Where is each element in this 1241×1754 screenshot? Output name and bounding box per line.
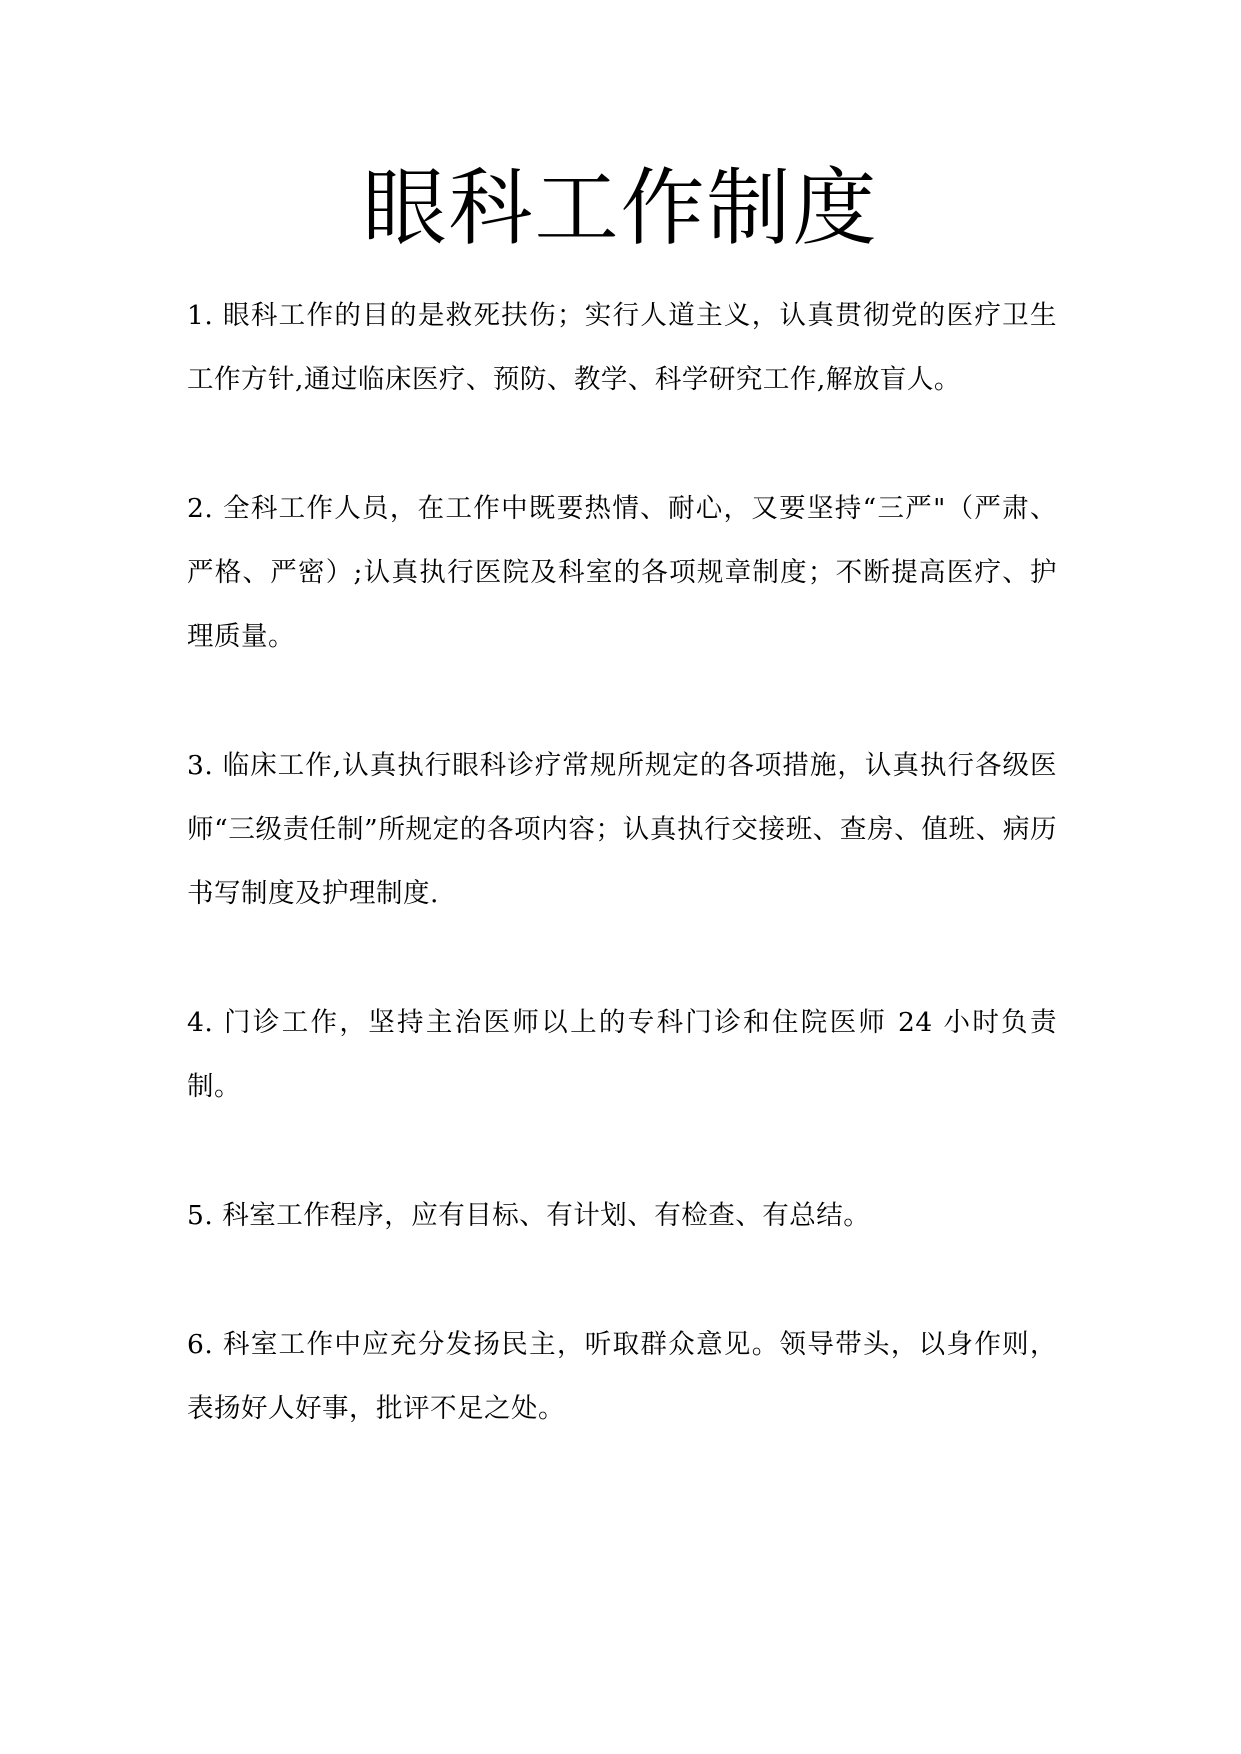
paragraph-5: 5. 科室工作程序，应有目标、有计划、有检查、有总结。 bbox=[187, 1200, 871, 1231]
paragraph-4: 4. 门诊工作，坚持主治医师以上的专科门诊和住院医师 24 小时负责制。 bbox=[187, 1007, 1057, 1102]
paragraph-3: 3. 临床工作,认真执行眼科诊疗常规所规定的各项措施，认真执行各级医师“三级责任制”所规定的各项内容；认真执行交接班、查房、值班、病历书写制度及护理制度. bbox=[187, 750, 1057, 909]
document-title: 眼科工作制度 bbox=[362, 159, 879, 257]
paragraph-1: 1. 眼科工作的目的是救死扶伤；实行人道主义，认真贯彻党的医疗卫生工作方针,通过临床医疗、预防、教学、科学研究工作,解放盲人。 bbox=[187, 300, 1057, 395]
paragraph-6: 6. 科室工作中应充分发扬民主，听取群众意见。领导带头，以身作则，表扬好人好事，批评不足之处。 bbox=[187, 1329, 1057, 1424]
paragraph-2: 2. 全科工作人员，在工作中既要热情、耐心，又要坚持“三严"（严肃、严格、严密）;认真执行医院及科室的各项规章制度；不断提高医疗、护理质量。 bbox=[187, 493, 1057, 652]
